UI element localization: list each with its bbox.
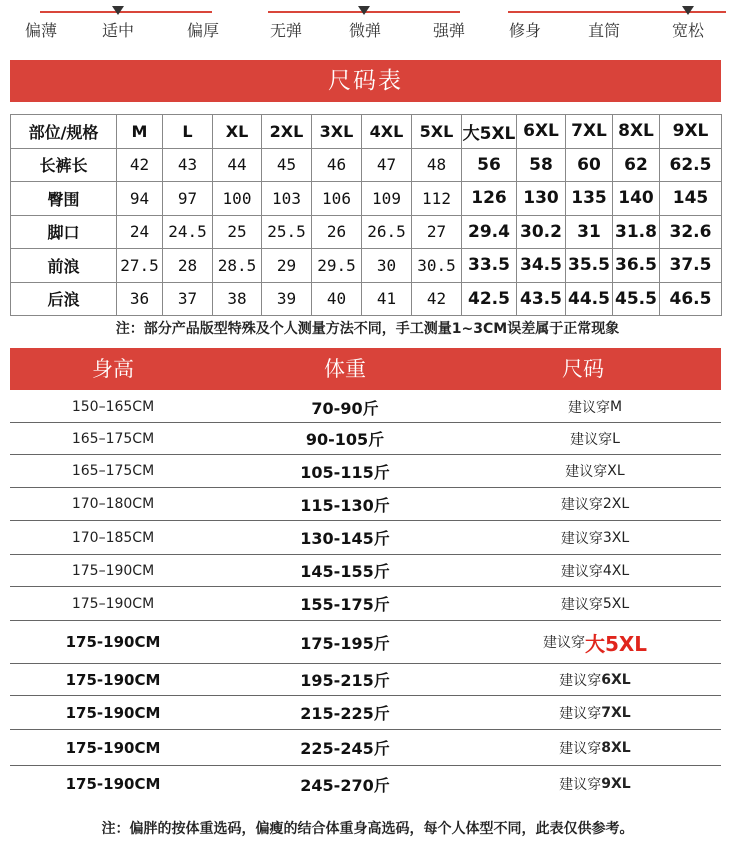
scale-label: 强弹 (432, 21, 466, 40)
height-value: 175-190CM (65, 703, 161, 722)
height-value: 175-190CM (65, 775, 161, 793)
height-value: 175–190CM (71, 562, 155, 579)
size-code: 2XL (602, 496, 630, 512)
scale-label: 适中 (101, 21, 135, 40)
height-value: 170–185CM (71, 529, 155, 546)
scale-label: 偏薄 (24, 21, 58, 40)
height-value: 165–175CM (71, 430, 155, 447)
size-suggestion (559, 766, 630, 802)
height-value: 175-190CM (65, 633, 161, 651)
header-cell: 6XL (517, 115, 566, 149)
height-value: 150–165CM (71, 399, 155, 415)
table-cell: 28 (163, 249, 213, 283)
header-cell: 3XL (312, 115, 362, 149)
fit-marker (682, 6, 694, 15)
table-cell: 25.5 (262, 215, 312, 249)
table-cell: 109 (362, 182, 412, 216)
weight-value: 245-270斤 (300, 775, 390, 795)
recommendation-row (10, 455, 721, 488)
header-cell: L (163, 115, 213, 149)
size-suggestion (561, 587, 629, 620)
table-cell: 26 (312, 215, 362, 249)
size-code: XL (607, 463, 625, 479)
table-cell: 31.8 (613, 215, 660, 249)
table-cell: 44 (213, 148, 262, 182)
size-suggestion (559, 730, 630, 765)
row-label: 臀围 (11, 182, 117, 216)
table-cell: 42 (412, 282, 462, 316)
table-cell: 103 (262, 182, 312, 216)
table-cell: 112 (412, 182, 462, 216)
height-value: 170–180CM (71, 496, 155, 512)
table-cell: 27.5 (117, 249, 163, 283)
size-prefix: 建议穿 (560, 563, 603, 580)
table-cell: 38 (213, 282, 262, 316)
weight-value: 155-175斤 (300, 595, 390, 614)
weight-value: 130-145斤 (300, 529, 390, 548)
weight-value: 215-225斤 (300, 704, 390, 723)
header-cell: M (117, 115, 163, 149)
weight-value: 195-215斤 (300, 671, 390, 690)
height-value: 175–190CM (71, 595, 155, 612)
size-table-row (11, 148, 722, 182)
table-cell: 39 (262, 282, 312, 316)
size-table-row (11, 249, 722, 283)
recommendation-row (10, 587, 721, 621)
table-cell: 56 (462, 148, 517, 182)
size-prefix: 建议穿 (559, 672, 602, 689)
size-prefix: 建议穿 (567, 400, 610, 416)
table-cell: 94 (117, 182, 163, 216)
recommendation-row (10, 423, 721, 455)
weight-value: 145-155斤 (300, 562, 390, 581)
table-cell: 35.5 (566, 249, 613, 283)
size-prefix: 建议穿 (560, 497, 603, 513)
recommendation-row (10, 664, 721, 696)
table-cell: 36 (117, 282, 163, 316)
table-cell: 45 (262, 148, 312, 182)
table-cell: 135 (566, 182, 613, 216)
size-prefix: 建议穿 (560, 530, 603, 547)
size-prefix: 建议穿 (559, 777, 602, 793)
table-cell: 26.5 (362, 215, 412, 249)
table-cell: 42 (117, 148, 163, 182)
table-cell: 30 (362, 249, 412, 283)
table-cell: 24 (117, 215, 163, 249)
weight-value: 90-105斤 (305, 430, 385, 449)
table-cell: 29 (262, 249, 312, 283)
size-code: 6XL (601, 671, 631, 688)
size-prefix: 建议穿 (542, 635, 585, 651)
table-cell: 32.6 (660, 215, 722, 249)
weight-value: 115-130斤 (300, 495, 390, 515)
row-label: 长裤长 (11, 148, 117, 182)
size-table-header-row (11, 115, 722, 149)
table-cell: 29.5 (312, 249, 362, 283)
size-prefix: 建议穿 (559, 740, 602, 757)
size-code: 7XL (601, 704, 631, 721)
row-label: 后浪 (11, 282, 117, 316)
table-cell: 41 (362, 282, 412, 316)
recommendation-row (10, 696, 721, 730)
size-code: 3XL (602, 529, 630, 546)
table-cell: 43.5 (517, 282, 566, 316)
table-cell: 36.5 (613, 249, 660, 283)
table-cell: 62.5 (660, 148, 722, 182)
size-prefix: 建议穿 (570, 431, 613, 448)
scale-label: 无弹 (269, 21, 303, 40)
size-code: 5XL (602, 595, 630, 612)
stretch-marker (358, 6, 370, 15)
header-cell: 2XL (262, 115, 312, 149)
table-cell: 45.5 (613, 282, 660, 316)
table-cell: 140 (613, 182, 660, 216)
thickness-scale-line (40, 11, 212, 13)
table-cell: 130 (517, 182, 566, 216)
size-table-row (11, 282, 722, 316)
size-suggestion (561, 555, 629, 586)
table-cell: 27 (412, 215, 462, 249)
header-cell: 4XL (362, 115, 412, 149)
table-cell: 31 (566, 215, 613, 249)
size-code: M (609, 399, 623, 415)
weight-value: 175-195斤 (300, 633, 390, 653)
weight-value: 105-115斤 (300, 462, 390, 482)
size-table (10, 114, 722, 316)
size-suggestion (565, 455, 624, 487)
table-cell: 46 (312, 148, 362, 182)
size-prefix: 建议穿 (559, 705, 602, 722)
scale-label: 微弹 (348, 21, 382, 40)
table-cell: 34.5 (517, 249, 566, 283)
size-prefix: 建议穿 (560, 596, 603, 613)
table-cell: 126 (462, 182, 517, 216)
scale-label: 修身 (508, 21, 542, 40)
weight-header: 体重 (324, 357, 366, 381)
measurement-note: 注：部分产品版型特殊及个人测量方法不同，手工测量1~3CM误差属于正常现象 (115, 321, 620, 337)
table-cell: 48 (412, 148, 462, 182)
recommendation-row (10, 766, 721, 802)
table-cell: 24.5 (163, 215, 213, 249)
size-suggestion (570, 423, 620, 454)
recommendation-row (10, 555, 721, 587)
size-prefix: 建议穿 (565, 464, 608, 480)
header-cell: 5XL (412, 115, 462, 149)
table-cell: 37 (163, 282, 213, 316)
height-value: 175-190CM (65, 670, 161, 689)
table-cell: 100 (213, 182, 262, 216)
table-cell: 46.5 (660, 282, 722, 316)
size-code: 4XL (602, 562, 630, 579)
table-cell: 30.2 (517, 215, 566, 249)
size-table-row (11, 215, 722, 249)
table-cell: 60 (566, 148, 613, 182)
table-cell: 47 (362, 148, 412, 182)
scale-label: 偏厚 (186, 21, 220, 40)
table-cell: 97 (163, 182, 213, 216)
size-suggestion (561, 521, 629, 554)
weight-value: 70-90斤 (311, 398, 379, 418)
table-cell: 42.5 (462, 282, 517, 316)
recommendation-list (10, 392, 721, 802)
table-cell: 44.5 (566, 282, 613, 316)
table-cell: 106 (312, 182, 362, 216)
size-suggestion (559, 664, 630, 695)
size-code: 9XL (601, 776, 631, 792)
height-header: 身高 (92, 357, 134, 381)
table-cell: 37.5 (660, 249, 722, 283)
thickness-marker (112, 6, 124, 15)
weight-value: 225-245斤 (300, 739, 390, 758)
recommendation-header (10, 348, 721, 390)
size-table-row (11, 182, 722, 216)
table-cell: 43 (163, 148, 213, 182)
table-cell: 30.5 (412, 249, 462, 283)
header-cell: XL (213, 115, 262, 149)
table-cell: 40 (312, 282, 362, 316)
table-cell: 29.4 (462, 215, 517, 249)
size-code: L (612, 430, 620, 447)
header-cell: 大5XL (462, 115, 517, 149)
height-value: 175-190CM (65, 738, 161, 757)
size-suggestion (568, 392, 622, 422)
size-header: 尺码 (562, 357, 604, 381)
size-code-highlight: 大5XL (584, 631, 648, 656)
scale-label: 直筒 (587, 21, 621, 40)
selection-note: 注：偏胖的按体重选码，偏瘦的结合体重身高选码，每个人体型不同，此表仅供参考。 (101, 821, 634, 837)
table-cell: 58 (517, 148, 566, 182)
recommendation-row (10, 521, 721, 555)
table-cell: 33.5 (462, 249, 517, 283)
size-table-title: 尺码表 (10, 60, 721, 102)
recommendation-row (10, 621, 721, 664)
table-cell: 145 (660, 182, 722, 216)
recommendation-row (10, 488, 721, 521)
table-cell: 25 (213, 215, 262, 249)
header-cell: 部位/规格 (11, 115, 117, 149)
header-cell: 8XL (613, 115, 660, 149)
size-suggestion (559, 696, 630, 729)
table-cell: 28.5 (213, 249, 262, 283)
recommendation-row (10, 730, 721, 766)
header-cell: 7XL (566, 115, 613, 149)
scale-label: 宽松 (671, 21, 705, 40)
table-cell: 62 (613, 148, 660, 182)
row-label: 前浪 (11, 249, 117, 283)
attribute-scale (0, 0, 735, 50)
header-cell: 9XL (660, 115, 722, 149)
row-label: 脚口 (11, 215, 117, 249)
size-suggestion (561, 488, 629, 520)
height-value: 165–175CM (71, 463, 155, 479)
size-suggestion (543, 621, 647, 663)
recommendation-row (10, 392, 721, 423)
size-code: 8XL (601, 739, 631, 756)
